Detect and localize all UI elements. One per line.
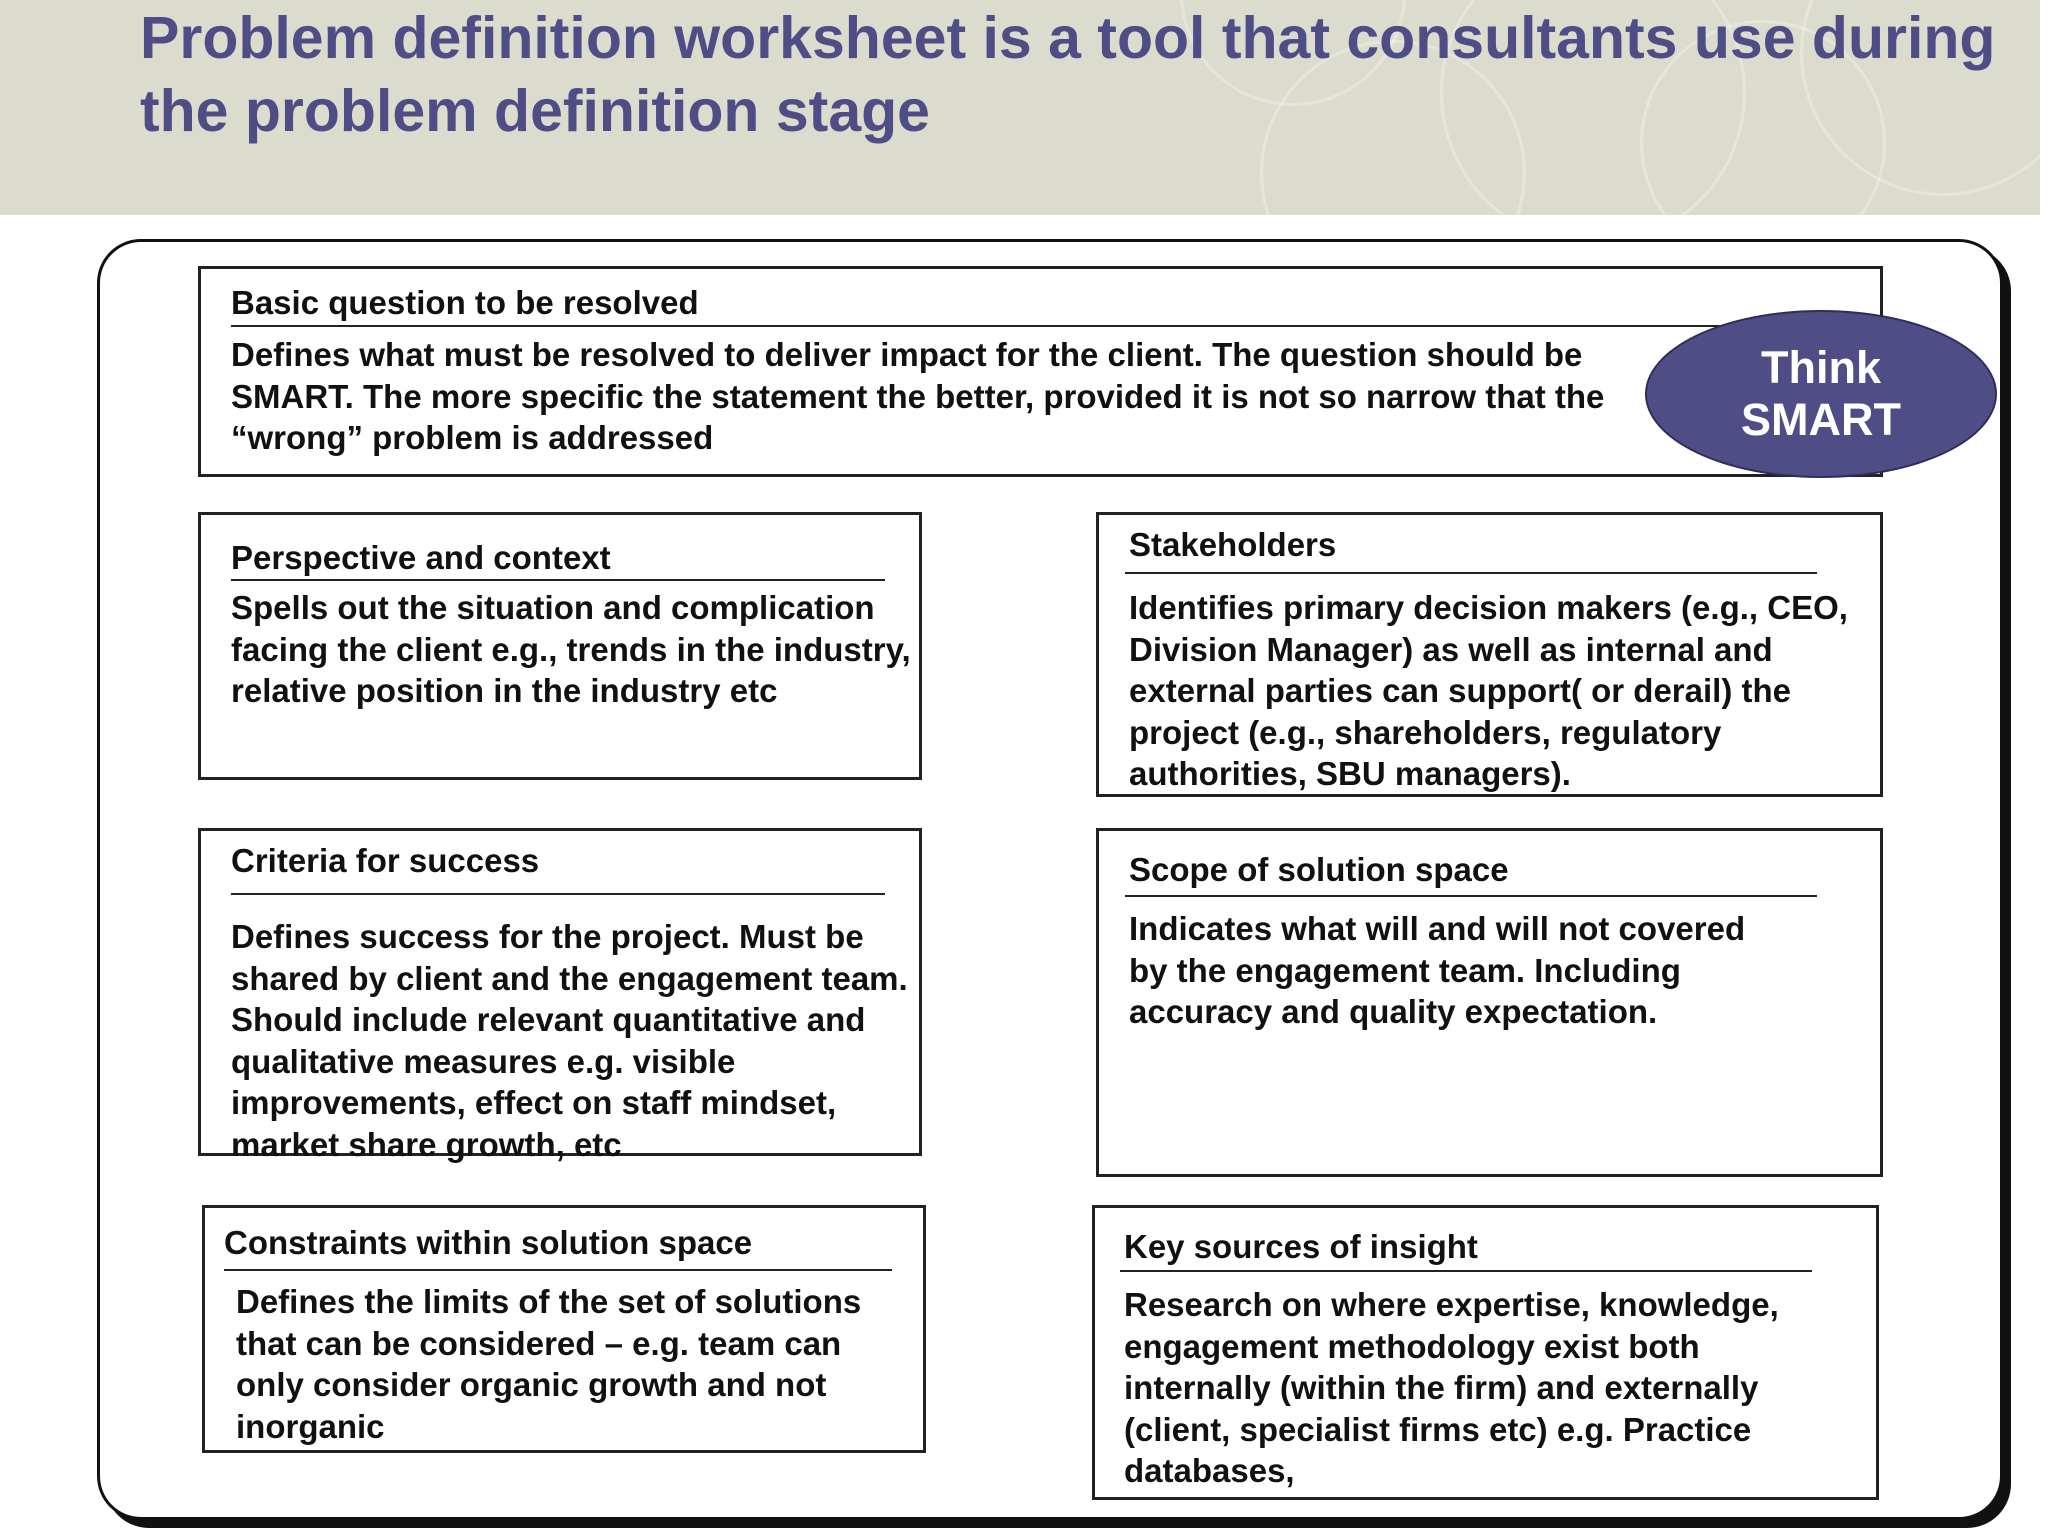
think-smart-badge — [1645, 310, 1997, 478]
stakeholders-heading: Stakeholders — [1129, 526, 1337, 563]
heading-divider — [1125, 572, 1817, 574]
criteria-heading: Criteria for success — [231, 842, 540, 879]
scope-heading: Scope of solution space — [1129, 851, 1509, 888]
criteria-body: Defines success for the project. Must be shared by client and the engagement team. Should include relevant quantitative and qualitative measures e.g. visible improvements, effect on staff mindset, market share growth, etc — [231, 918, 908, 1163]
heading-divider — [231, 325, 1831, 327]
insight-body: Research on where expertise, knowledge, engagement methodology exist both internally (within the firm) and externally (client, specialist firms etc) e.g. Practice databases, — [1124, 1286, 1779, 1489]
perspective-body: Spells out the situation and complication facing the client e.g., trends in the industry, relative position in the industry etc — [231, 589, 911, 709]
basic-question-heading: Basic question to be resolved — [231, 284, 699, 321]
heading-divider — [1120, 1270, 1812, 1272]
heading-divider — [231, 893, 885, 895]
slide-title: Problem definition worksheet is a tool that consultants use during the problem definition stage — [140, 5, 1996, 144]
insight-heading: Key sources of insight — [1124, 1228, 1478, 1265]
heading-divider — [224, 1269, 892, 1271]
scope-body: Indicates what will and will not covered by the engagement team. Including accuracy and quality expectation. — [1129, 910, 1746, 1030]
perspective-heading: Perspective and context — [231, 539, 611, 576]
badge-line-1: Think — [1761, 342, 1881, 393]
badge-line-2: SMART — [1741, 394, 1901, 445]
constraints-heading: Constraints within solution space — [224, 1224, 753, 1261]
heading-divider — [1125, 895, 1817, 897]
heading-divider — [231, 579, 885, 581]
stakeholders-body: Identifies primary decision makers (e.g., CEO, Division Manager) as well as internal and external parties can support( or derail) the project (e.g., shareholders, regulatory authorities, SBU managers). — [1129, 589, 1848, 792]
constraints-body: Defines the limits of the set of solutions that can be considered – e.g. team can only consider organic growth and not inorganic — [236, 1283, 862, 1445]
basic-question-body: Defines what must be resolved to deliver impact for the client. The question should be SMART. The more specific the statement the better, provided it is not so narrow that the “wrong” problem is addressed — [231, 336, 1605, 456]
